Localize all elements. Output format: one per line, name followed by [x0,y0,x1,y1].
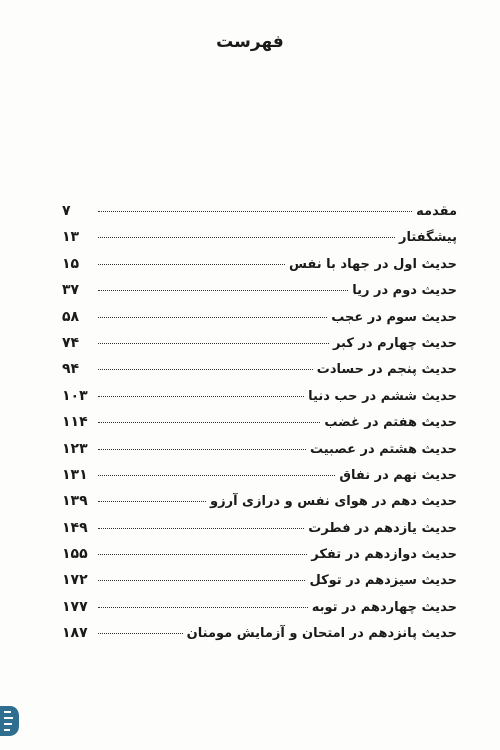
toc-row [62,462,457,488]
toc-entry-title: حدیث پنجم در حسادت [316,362,457,378]
dot-leader [98,264,285,265]
toc-row [62,620,457,646]
toc-row [62,409,457,435]
table-of-contents [62,198,457,647]
dot-leader [98,554,307,555]
toc-page-number: ۱۵۵ [62,546,88,563]
dot-leader [98,607,308,608]
toc-page-number: ۹۴ [62,361,80,378]
toc-row [62,541,457,567]
toc-entry-title: پیشگفتار [398,230,457,246]
toc-entry-title: حدیث چهاردهم در توبه [311,599,457,615]
toc-page-number: ۱۷۲ [62,572,88,589]
toc-page-number: ۱۴۹ [62,519,88,536]
dot-leader [98,211,412,212]
toc-page-number: ۱۳۹ [62,493,88,510]
toc-row [62,224,457,250]
dot-leader [98,633,183,634]
toc-page-number: ۱۵ [62,255,80,272]
publisher-logo-icon [0,704,20,738]
toc-page-number: ۱۲۳ [62,440,88,457]
toc-row [62,567,457,593]
toc-entry-title: حدیث یازدهم در فطرت [308,520,457,536]
dot-leader [98,422,320,423]
dot-leader [98,343,329,344]
toc-entry-title: حدیث نهم در نفاق [339,467,457,483]
toc-page-number: ۱۳ [62,229,80,246]
toc-row [62,515,457,541]
dot-leader [98,317,327,318]
toc-page-number: ۵۸ [62,308,80,325]
toc-row [62,488,457,514]
dot-leader [98,501,206,502]
toc-entry-title: حدیث سیزدهم در توکل [309,573,457,589]
toc-entry-title: حدیث ششم در حب دنیا [308,388,457,404]
dot-leader [98,396,304,397]
toc-page-number: ۱۱۴ [62,414,88,431]
dot-leader [98,528,304,529]
dot-leader [98,237,395,238]
dot-leader [98,475,335,476]
toc-row [62,356,457,382]
toc-row [62,383,457,409]
toc-entry-title: حدیث هشتم در عصبیت [309,441,457,457]
toc-entry-title: حدیث چهارم در کبر [332,335,457,351]
toc-entry-title: حدیث پانزدهم در امتحان و آزمایش مومنان [186,626,457,642]
toc-page-number: ۳۷ [62,282,80,299]
toc-row [62,594,457,620]
toc-entry-title: حدیث دوم در ریا [352,283,457,299]
toc-row [62,251,457,277]
dot-leader [98,449,306,450]
toc-page-number: ۱۷۷ [62,598,88,615]
toc-entry-title: مقدمه [416,204,457,219]
toc-page-number: ۱۰۳ [62,387,88,404]
page-title: فهرست [216,32,284,52]
toc-page-number: ۷ [62,203,71,219]
toc-page-number: ۷۴ [62,334,80,351]
toc-row [62,304,457,330]
toc-row [62,436,457,462]
toc-entry-title: حدیث دهم در هوای نفس و درازی آرزو [210,494,457,510]
toc-row [62,330,457,356]
toc-row [62,198,457,224]
toc-entry-title: حدیث سوم در عجب [331,309,457,325]
toc-page-number: ۱۸۷ [62,625,88,642]
dot-leader [98,290,348,291]
dot-leader [98,369,313,370]
toc-row [62,277,457,303]
dot-leader [98,580,305,581]
toc-entry-title: حدیث اول در جهاد با نفس [288,256,457,272]
toc-entry-title: حدیث دوازدهم در تفکر [311,547,457,563]
toc-page-number: ۱۳۱ [62,466,88,483]
toc-entry-title: حدیث هفتم در غضب [324,415,457,431]
